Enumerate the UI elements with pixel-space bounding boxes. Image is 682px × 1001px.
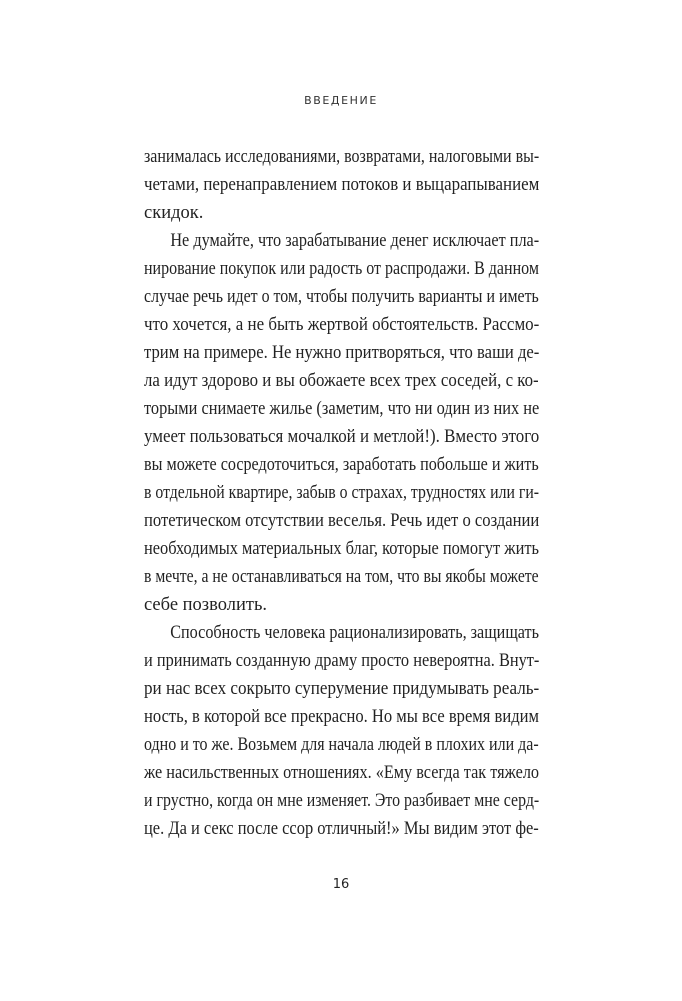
text-line: что хочется, а не быть жертвой обстоятельств. Рассмо- (144, 315, 540, 335)
body-text (144, 143, 539, 843)
text-line: и принимать созданную драму просто невероятна. Внут- (144, 651, 540, 671)
text-line: потетическом отсутствии веселья. Речь идет о создании (144, 511, 540, 531)
text-line: ри нас всех сокрыто суперумение придумывать реаль- (144, 679, 540, 699)
text-line: це. Да и секс после ссор отличный!» Мы видим этот фе- (144, 819, 539, 839)
text-line: себе позволить. (144, 595, 268, 615)
text-line: скидок. (144, 203, 204, 223)
text-line: Не думайте, что зарабатывание денег исключает пла- (170, 231, 540, 251)
text-line: одно и то же. Возьмем для начала людей в плохих или да- (144, 735, 539, 755)
text-line: четами, перенаправлением потоков и выцарапыванием (144, 175, 540, 195)
page-number: 16 (332, 877, 350, 892)
running-header: ВВЕДЕНИЕ (304, 94, 378, 107)
text-line: необходимых материальных благ, которые помогут жить (144, 539, 539, 559)
text-line: случае речь идет о том, чтобы получить варианты и иметь (144, 287, 539, 307)
text-line: в отдельной квартире, забыв о страхах, трудностях или ги- (144, 483, 540, 503)
text-line: ность, в которой все прекрасно. Но мы все время видим (144, 707, 540, 727)
text-line: занималась исследованиями, возвратами, налоговыми вы- (144, 147, 540, 167)
text-line: Способность человека рационализировать, защищать (170, 623, 539, 643)
text-line: умеет пользоваться мочалкой и метлой!). Вместо этого (144, 427, 540, 447)
text-line: трим на примере. Не нужно притворяться, что ваши де- (144, 343, 540, 363)
text-line: же насильственных отношениях. «Ему всегда так тяжело (144, 763, 540, 783)
paragraph (144, 143, 539, 227)
text-line: в мечте, а не останавливаться на том, что вы якобы можете (144, 567, 539, 587)
paragraph (144, 227, 539, 619)
text-line: нирование покупок или радость от распродажи. В данном (144, 259, 539, 279)
text-line: вы можете сосредоточиться, заработать побольше и жить (144, 455, 539, 475)
text-line: торыми снимаете жилье (заметим, что ни один из них не (144, 399, 540, 419)
text-line: и грустно, когда он мне изменяет. Это разбивает мне серд- (144, 791, 540, 811)
text-line: ла идут здорово и вы обожаете всех трех соседей, с ко- (144, 371, 539, 391)
paragraph (144, 619, 539, 843)
